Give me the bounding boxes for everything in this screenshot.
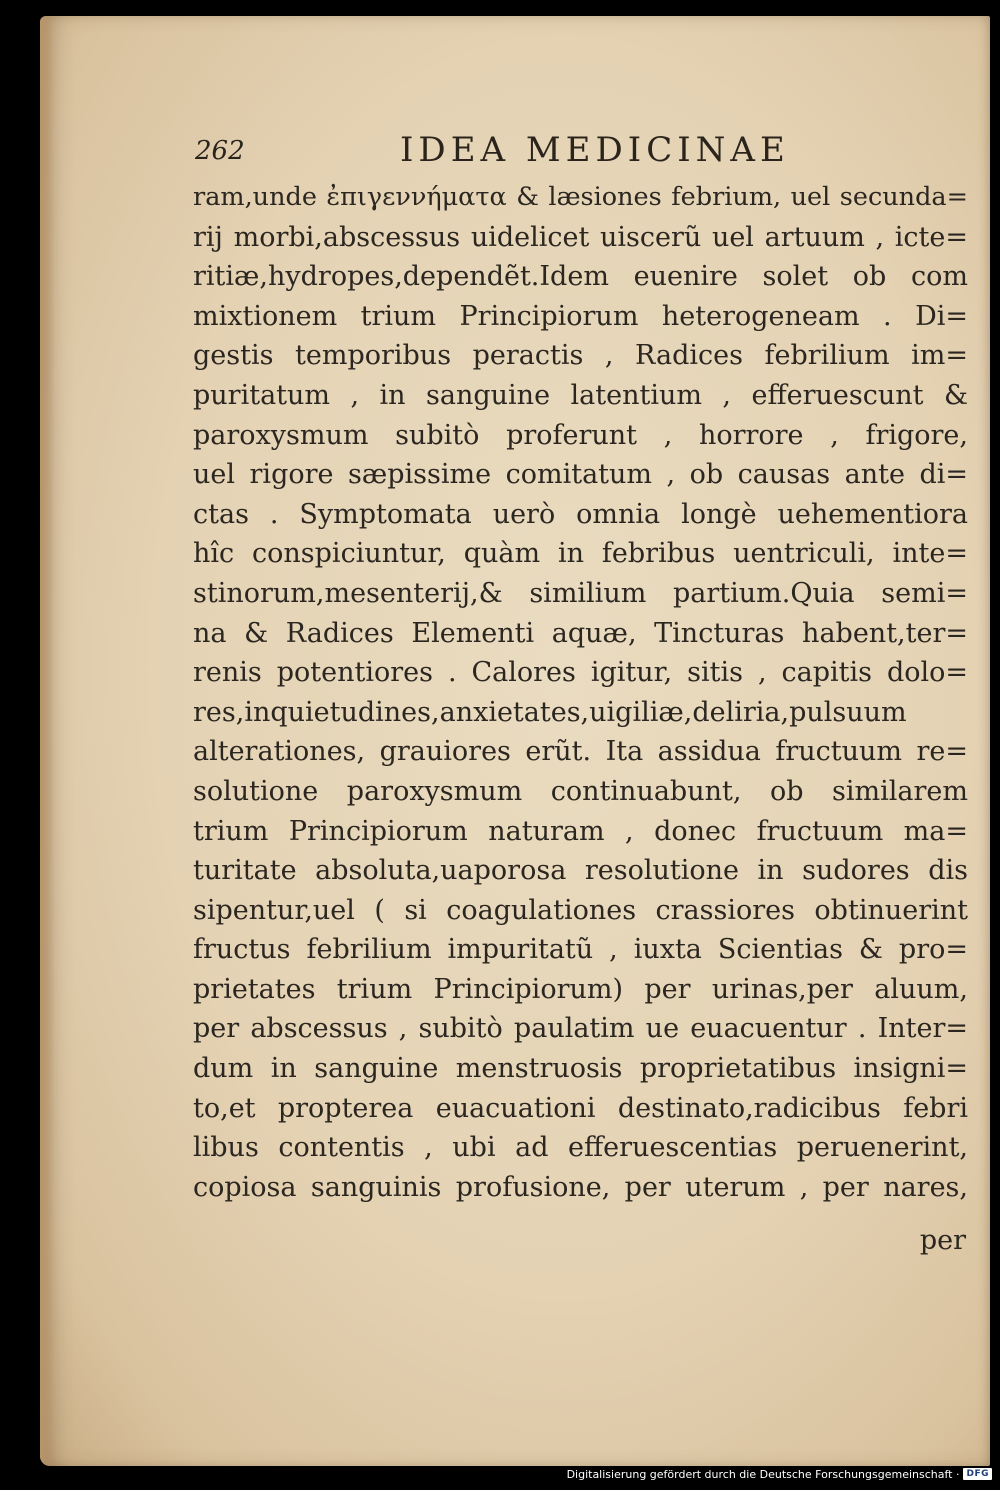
text-line: mixtionem trium Principiorum heterogeneam . Di= (193, 300, 968, 332)
credit-text: Digitalisierung gefördert durch die Deutsche Forschungsgemeinschaft · (566, 1467, 960, 1481)
text-line: copiosa sanguinis profusione, per uterum , per nares, (193, 1171, 968, 1203)
text-line: ctas . Symptomata uerò omnia longè uehementiora (193, 498, 968, 530)
text-line: to,et propterea euacuationi destinato,radicibus febri (193, 1092, 968, 1124)
body-text (193, 178, 968, 1207)
text-line: uel rigore sæpissime comitatum , ob causas ante di= (193, 459, 968, 491)
text-line: fructus febrilium impuritatũ , iuxta Scientias & pro= (193, 934, 968, 966)
page-gutter-shadow (40, 16, 54, 1466)
text-line: hîc conspiciuntur, quàm in febribus uentriculi, inte= (193, 538, 968, 570)
text-line: per abscessus , subitò paulatim ue euacuentur . Inter= (193, 1013, 968, 1045)
text-line: ritiæ,hydropes,dependẽt.Idem euenire solet ob com (193, 261, 968, 293)
running-title: IDEA MEDICINAE (400, 130, 790, 170)
text-line: alterationes, grauiores erũt. Ita assidua fructuum re= (193, 736, 968, 768)
text-line: sipentur,uel ( si coagulationes crassiores obtinuerint (193, 894, 968, 926)
page-number: 262 (195, 136, 245, 166)
page-header (195, 130, 975, 170)
text-line: renis potentiores . Calores igitur, sitis , capitis dolo= (193, 657, 968, 689)
text-line: res,inquietudines,anxietates,uigiliæ,deliria,pulsuum (193, 696, 907, 728)
catchword: per (919, 1225, 966, 1256)
text-line: puritatum , in sanguine latentium , efferuescunt & (193, 379, 968, 411)
text-line: paroxysmum subitò proferunt , horrore , frigore, (193, 419, 968, 451)
text-line: ram,unde ἐπιγεννήματα & læsiones febrium, uel secunda= (193, 182, 968, 212)
text-line: libus contentis , ubi ad efferuescentias peruenerint, (193, 1132, 968, 1164)
text-line: rij morbi,abscessus uidelicet uiscerũ uel artuum , icte= (193, 221, 968, 253)
text-line: na & Radices Elementi aquæ, Tincturas habent,ter= (193, 617, 968, 649)
text-line: dum in sanguine menstruosis proprietatibus insigni= (193, 1053, 968, 1085)
text-line: turitate absoluta,uaporosa resolutione in sudores dis (193, 855, 968, 887)
text-line: solutione paroxysmum continuabunt, ob similarem (193, 775, 968, 807)
digitization-credit (567, 1464, 992, 1484)
text-line: trium Principiorum naturam , donec fructuum ma= (193, 815, 968, 847)
text-line: gestis temporibus peractis , Radices febrilium im= (193, 340, 968, 372)
text-line: stinorum,mesenterij,& similium partium.Quia semi= (193, 577, 968, 609)
dfg-logo: DFG (963, 1468, 992, 1480)
text-line: prietates trium Principiorum) per urinas,per aluum, (193, 973, 968, 1005)
